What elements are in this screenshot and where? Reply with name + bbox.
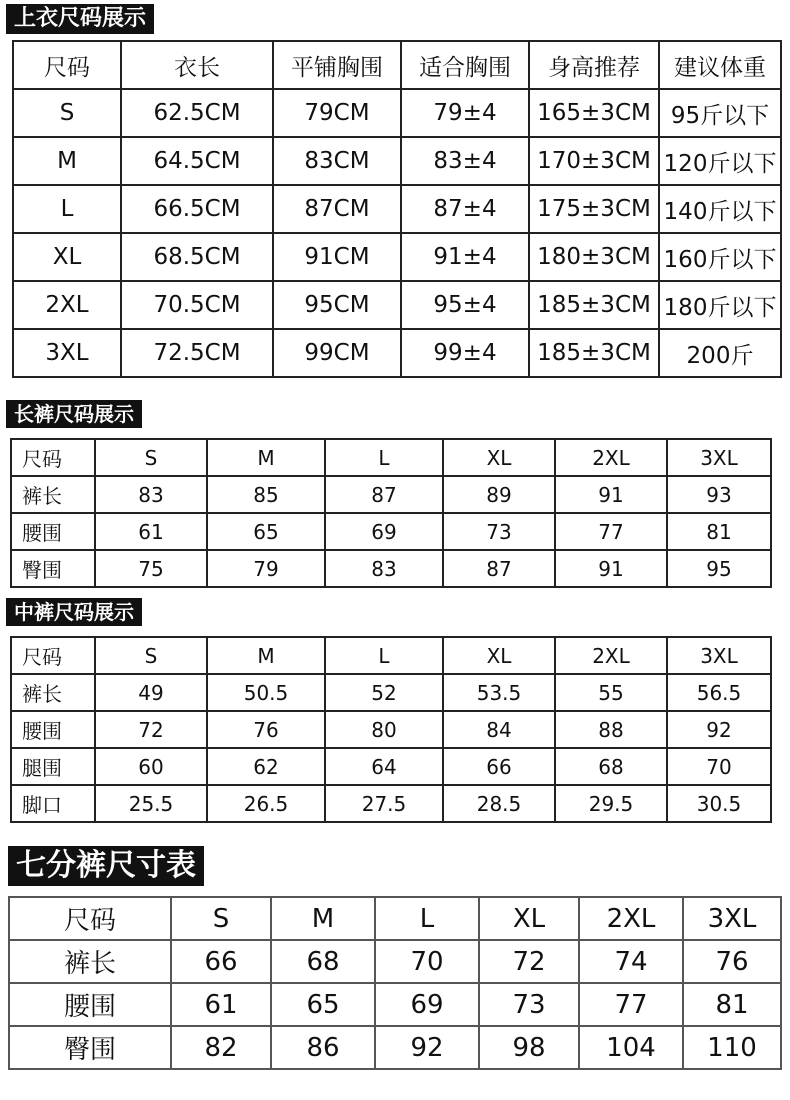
table-row (13, 137, 781, 185)
table-header-cell: XL (443, 439, 555, 476)
table-row (13, 185, 781, 233)
table-cell: 72 (479, 940, 579, 983)
table-cell: 92 (667, 711, 771, 748)
table-header-cell: 3XL (683, 897, 781, 940)
table-cell: 104 (579, 1026, 683, 1069)
table-cell: 66 (171, 940, 271, 983)
table-header-cell: 3XL (667, 637, 771, 674)
table-cell: 74 (579, 940, 683, 983)
table-header-cell: 2XL (555, 637, 667, 674)
table-row (11, 748, 771, 785)
table-cell: 腰围 (11, 513, 95, 550)
table-header-cell: 尺码 (9, 897, 171, 940)
table-cell: 73 (479, 983, 579, 1026)
table-cell: 79 (207, 550, 325, 587)
table-cell: L (13, 185, 121, 233)
table-cell: 29.5 (555, 785, 667, 822)
table-header-cell: 平铺胸围 (273, 41, 401, 89)
table-header-cell: 建议体重 (659, 41, 781, 89)
table-cell: 89 (443, 476, 555, 513)
table-cell: M (13, 137, 121, 185)
table-cell: 87 (443, 550, 555, 587)
table-header-cell: L (325, 439, 443, 476)
table-cell: 77 (579, 983, 683, 1026)
table-cell: 62.5CM (121, 89, 273, 137)
table-cell: 臀围 (11, 550, 95, 587)
table-cell: 85 (207, 476, 325, 513)
table-cell: 28.5 (443, 785, 555, 822)
table-row (9, 983, 781, 1026)
table-cell: 裤长 (9, 940, 171, 983)
table-cell: 87 (325, 476, 443, 513)
table-header-cell: M (207, 637, 325, 674)
table-cell: 98 (479, 1026, 579, 1069)
table-cell: 80 (325, 711, 443, 748)
section-title-trousers: 长裤尺码展示 (6, 400, 142, 428)
table-row (11, 476, 771, 513)
table-cell: 腰围 (11, 711, 95, 748)
table-cell: 61 (171, 983, 271, 1026)
table-cell: 99±4 (401, 329, 529, 377)
table-cell: 75 (95, 550, 207, 587)
table-cell: 55 (555, 674, 667, 711)
table-cell: 70 (667, 748, 771, 785)
table-cell: 165±3CM (529, 89, 659, 137)
section-title-mid-pants: 中裤尺码展示 (6, 598, 142, 626)
table-row (11, 674, 771, 711)
table-cell: 68 (555, 748, 667, 785)
table-cell: 裤长 (11, 476, 95, 513)
table-cell: 66.5CM (121, 185, 273, 233)
table-cell: 93 (667, 476, 771, 513)
table-cell: 91 (555, 550, 667, 587)
table-cell: 64 (325, 748, 443, 785)
table-header-cell: M (271, 897, 375, 940)
table-header-cell: 尺码 (11, 637, 95, 674)
table-cell: 91±4 (401, 233, 529, 281)
table-cell: 200斤 (659, 329, 781, 377)
table-cell: 53.5 (443, 674, 555, 711)
table-header-cell: L (375, 897, 479, 940)
table-cell: 70 (375, 940, 479, 983)
table-row (9, 940, 781, 983)
table-header-cell: S (95, 439, 207, 476)
table-cell: XL (13, 233, 121, 281)
table-cell: 81 (667, 513, 771, 550)
table-cell: 82 (171, 1026, 271, 1069)
table-cell: 86 (271, 1026, 375, 1069)
table-cell: 30.5 (667, 785, 771, 822)
table-cell: 92 (375, 1026, 479, 1069)
table-header-row (9, 897, 781, 940)
table-cell: 87±4 (401, 185, 529, 233)
table-cell: 88 (555, 711, 667, 748)
table-header-row (11, 439, 771, 476)
table-cell: 65 (271, 983, 375, 1026)
table-cell: 83±4 (401, 137, 529, 185)
table-row (9, 1026, 781, 1069)
table-cell: 腰围 (9, 983, 171, 1026)
table-header-cell: 尺码 (11, 439, 95, 476)
table-header-row (11, 637, 771, 674)
table-row (13, 233, 781, 281)
table-header-cell: S (95, 637, 207, 674)
table-cell: 56.5 (667, 674, 771, 711)
table-header-cell: XL (443, 637, 555, 674)
table-header-row (13, 41, 781, 89)
table-cell: 91CM (273, 233, 401, 281)
table-cell: 50.5 (207, 674, 325, 711)
table-cell: 腿围 (11, 748, 95, 785)
table-cell: 脚口 (11, 785, 95, 822)
table-cell: 99CM (273, 329, 401, 377)
table-cell: 87CM (273, 185, 401, 233)
table-cell: 83CM (273, 137, 401, 185)
section-title-cropped-pants: 七分裤尺寸表 (8, 846, 204, 886)
size-table-trousers (10, 438, 772, 588)
table-cell: 27.5 (325, 785, 443, 822)
table-row (13, 329, 781, 377)
table-cell: 175±3CM (529, 185, 659, 233)
table-cell: 95CM (273, 281, 401, 329)
size-table-mid-pants (10, 636, 772, 823)
table-cell: 69 (375, 983, 479, 1026)
table-row (11, 711, 771, 748)
table-header-cell: M (207, 439, 325, 476)
table-header-cell: 2XL (579, 897, 683, 940)
table-row (13, 89, 781, 137)
table-header-cell: S (171, 897, 271, 940)
table-cell: 185±3CM (529, 281, 659, 329)
table-cell: 76 (683, 940, 781, 983)
table-cell: 65 (207, 513, 325, 550)
table-cell: 95斤以下 (659, 89, 781, 137)
table-cell: 73 (443, 513, 555, 550)
table-cell: 64.5CM (121, 137, 273, 185)
table-cell: 84 (443, 711, 555, 748)
table-cell: 95±4 (401, 281, 529, 329)
table-cell: 69 (325, 513, 443, 550)
table-header-cell: 3XL (667, 439, 771, 476)
table-cell: 185±3CM (529, 329, 659, 377)
table-header-cell: 2XL (555, 439, 667, 476)
table-cell: 49 (95, 674, 207, 711)
table-cell: 26.5 (207, 785, 325, 822)
table-header-cell: 身高推荐 (529, 41, 659, 89)
table-cell: 170±3CM (529, 137, 659, 185)
table-row (11, 550, 771, 587)
table-cell: 83 (95, 476, 207, 513)
table-cell: 72 (95, 711, 207, 748)
section-title-top: 上衣尺码展示 (6, 4, 154, 34)
table-cell: 2XL (13, 281, 121, 329)
table-cell: 180斤以下 (659, 281, 781, 329)
table-cell: 裤长 (11, 674, 95, 711)
table-cell: 83 (325, 550, 443, 587)
table-cell: 140斤以下 (659, 185, 781, 233)
table-cell: 25.5 (95, 785, 207, 822)
table-cell: 79CM (273, 89, 401, 137)
table-row (11, 513, 771, 550)
table-row (11, 785, 771, 822)
table-cell: 180±3CM (529, 233, 659, 281)
table-cell: 79±4 (401, 89, 529, 137)
table-cell: 91 (555, 476, 667, 513)
table-row (13, 281, 781, 329)
table-cell: 52 (325, 674, 443, 711)
table-cell: 160斤以下 (659, 233, 781, 281)
table-cell: 60 (95, 748, 207, 785)
table-cell: 70.5CM (121, 281, 273, 329)
table-cell: 68 (271, 940, 375, 983)
table-cell: 120斤以下 (659, 137, 781, 185)
table-cell: 95 (667, 550, 771, 587)
table-cell: 110 (683, 1026, 781, 1069)
table-cell: 66 (443, 748, 555, 785)
table-cell: 81 (683, 983, 781, 1026)
table-cell: S (13, 89, 121, 137)
table-cell: 68.5CM (121, 233, 273, 281)
table-header-cell: XL (479, 897, 579, 940)
table-header-cell: L (325, 637, 443, 674)
table-cell: 61 (95, 513, 207, 550)
table-header-cell: 衣长 (121, 41, 273, 89)
table-cell: 72.5CM (121, 329, 273, 377)
table-header-cell: 尺码 (13, 41, 121, 89)
size-table-top (12, 40, 782, 378)
table-cell: 3XL (13, 329, 121, 377)
table-cell: 臀围 (9, 1026, 171, 1069)
size-table-cropped-pants (8, 896, 782, 1070)
table-cell: 62 (207, 748, 325, 785)
table-cell: 76 (207, 711, 325, 748)
table-header-cell: 适合胸围 (401, 41, 529, 89)
table-cell: 77 (555, 513, 667, 550)
